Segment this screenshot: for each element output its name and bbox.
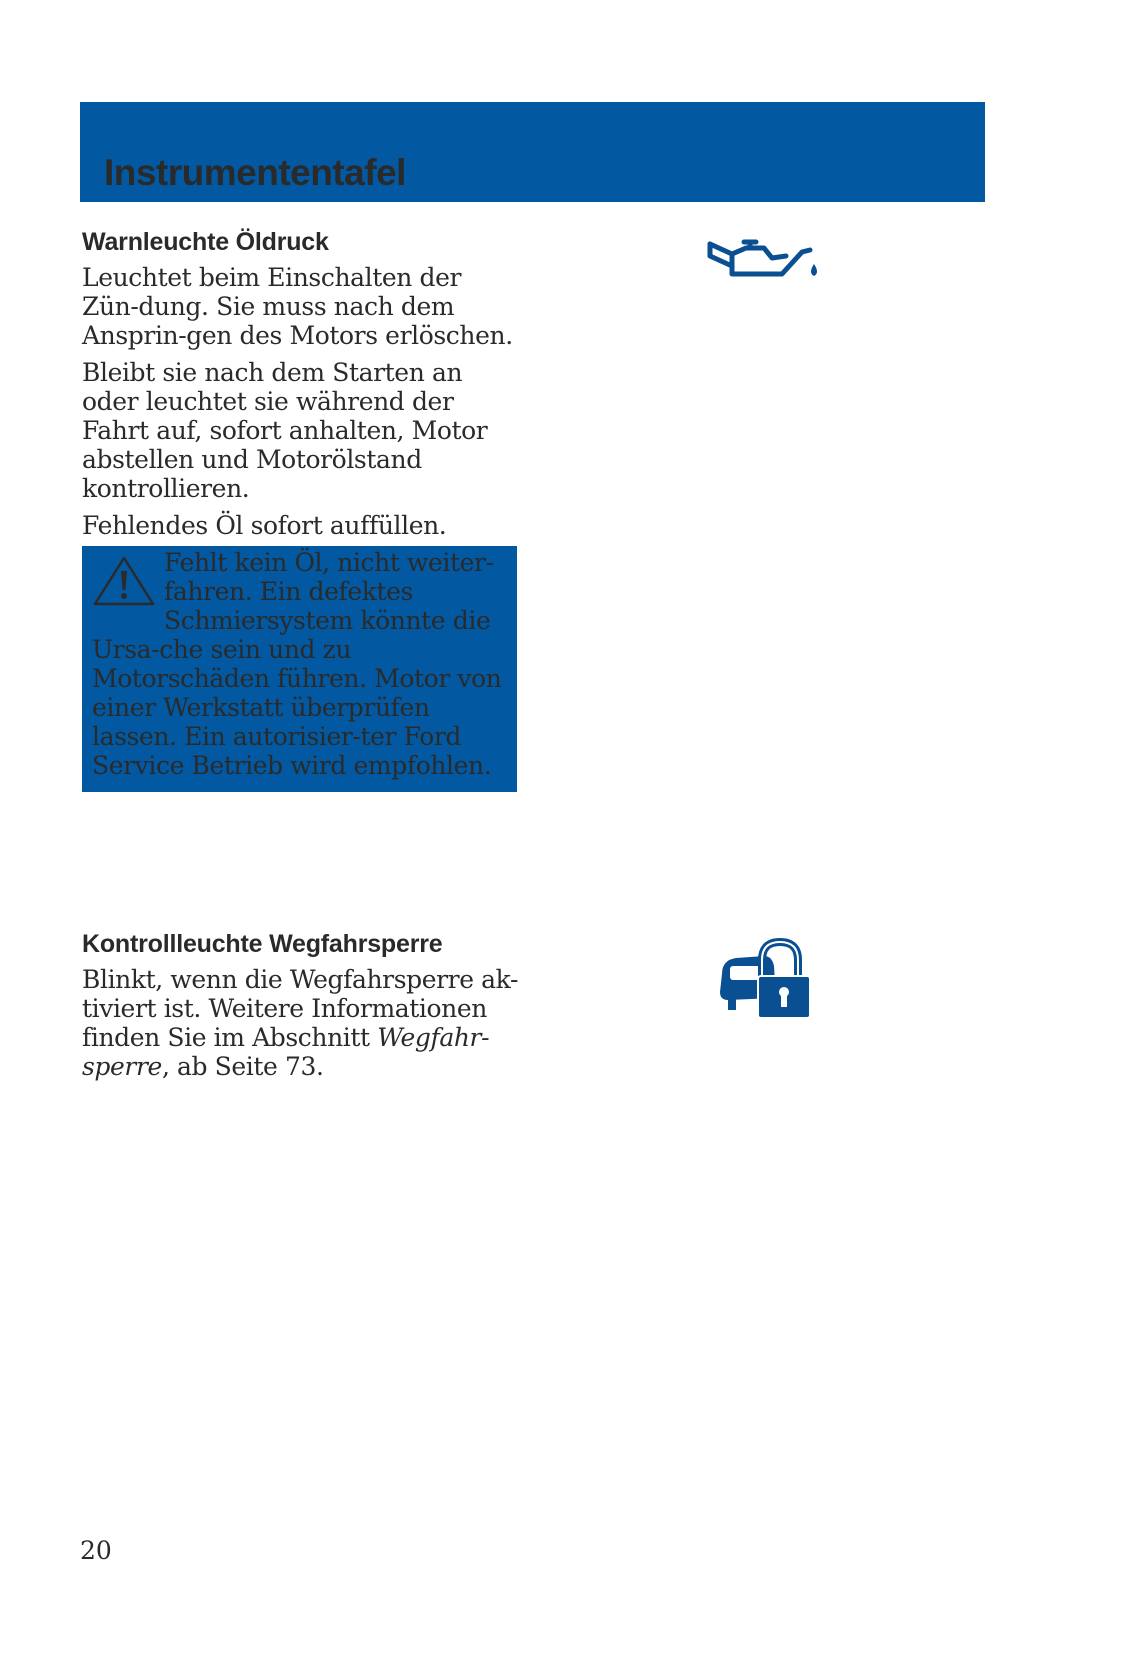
immobilizer-reference: Wegfahr-sperre: [82, 1023, 490, 1081]
oil-pressure-heading: Warnleuchte Öldruck: [82, 228, 329, 256]
immobilizer-section: [82, 930, 522, 1089]
oil-pressure-section: [82, 228, 522, 548]
immobilizer-paragraph: [82, 965, 522, 1081]
oil-warning-text: Fehlt kein Öl, nicht weiter-fahren. Ein defektes Schmiersystem könnte die Ursa-che sein und zu Motorschäden führen. Motor von einer Werkstatt überprüfen lassen. Ein autorisier-ter Ford Service Betrieb wird empfohlen.: [92, 548, 502, 780]
car-lock-icon: [714, 936, 814, 1024]
chapter-title: Instrumententafel: [104, 152, 406, 193]
immobilizer-text-after: , ab Seite 73.: [161, 1052, 324, 1081]
oil-can-icon: [706, 234, 822, 286]
oil-warning-box: [82, 546, 517, 792]
oil-paragraph-3: Fehlendes Öl sofort auffüllen.: [82, 511, 447, 540]
page-number: 20: [80, 1536, 112, 1565]
immobilizer-heading: Kontrollleuchte Wegfahrsperre: [82, 930, 443, 958]
chapter-header: [80, 102, 985, 202]
oil-paragraph-2: Bleibt sie nach dem Starten an oder leuchtet sie während der Fahrt auf, sofort anhalten, Motor abstellen und Motorölstand kontrollieren.: [82, 358, 488, 503]
warning-triangle-icon: [92, 554, 156, 608]
immobilizer-text-before: Blinkt, wenn die Wegfahrsperre ak-tiviert ist. Weitere Informationen finden Sie im Abschnitt: [82, 965, 519, 1052]
oil-paragraph-1: Leuchtet beim Einschalten der Zün-dung. Sie muss nach dem Ansprin-gen des Motors erlöschen.: [82, 263, 513, 350]
